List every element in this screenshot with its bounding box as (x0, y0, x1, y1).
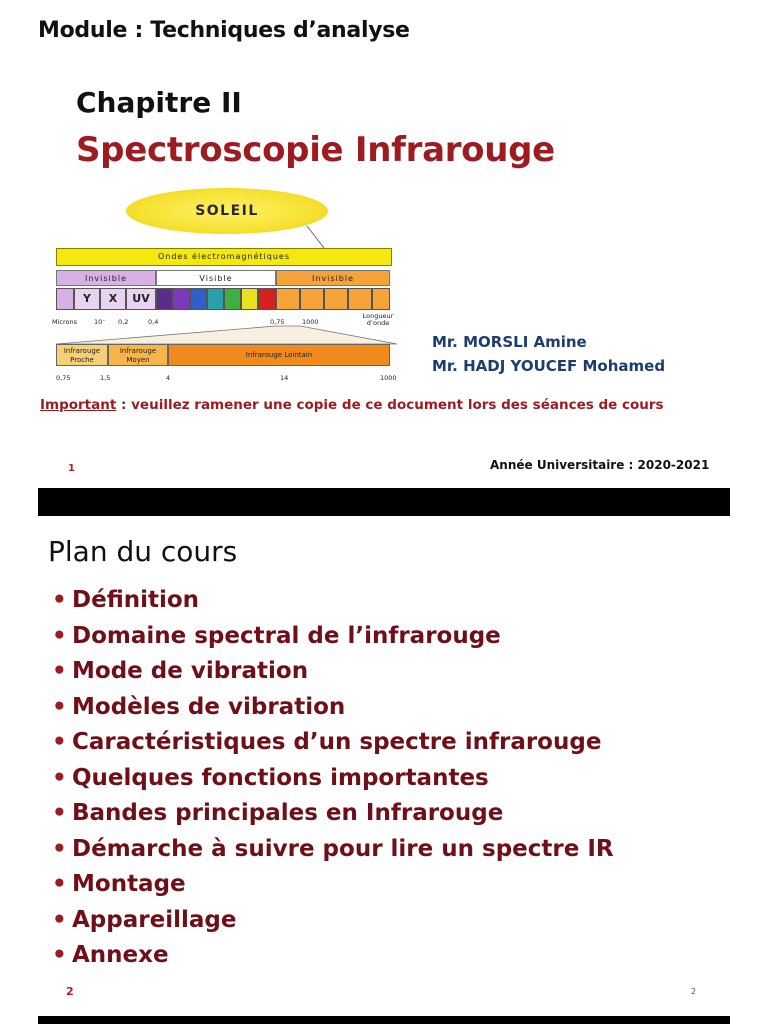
bullet: • (52, 622, 67, 649)
page-number-2: 2 (66, 985, 74, 998)
plan-item-label: Démarche à suivre pour lire un spectre IR (72, 835, 614, 862)
cell-ir-1 (276, 288, 300, 310)
plan-item (52, 654, 614, 690)
module-title: Module : Techniques d’analyse (38, 18, 410, 43)
author-2: Mr. HADJ YOUCEF Mohamed (432, 357, 666, 375)
sub-scale-4: 14 (280, 374, 289, 382)
bullet: • (52, 906, 67, 933)
plan-item-label: Montage (72, 871, 186, 897)
plan-item (52, 832, 614, 868)
plan-item-label: Mode de vibration (72, 658, 309, 684)
bullet: • (52, 800, 67, 826)
plan-item (52, 903, 614, 939)
cell-gamma: Y (74, 288, 100, 310)
bullet: • (52, 658, 67, 684)
cell-ir-5 (372, 288, 390, 310)
plan-item-label: Bandes principales en Infrarouge (72, 800, 504, 826)
cell-ir-4 (348, 288, 372, 310)
sub-scale-2: 1,5 (100, 374, 111, 382)
plan-item-label: Appareillage (72, 906, 237, 933)
slide-divider-bottom (38, 1016, 730, 1024)
plan-list (52, 583, 614, 974)
plan-item-label: Domaine spectral de l’infrarouge (72, 622, 501, 649)
bullet: • (52, 942, 67, 968)
scale-tick-1: 10⁻ (94, 318, 106, 326)
cell-green (224, 288, 241, 310)
plan-item (52, 619, 614, 655)
cell-purple (173, 288, 190, 310)
plan-item-label: Annexe (72, 942, 169, 968)
bullet: • (52, 729, 67, 755)
ir-mid-bar: Infrarouge Moyen (108, 344, 168, 366)
bullet: • (52, 835, 67, 862)
cell-cyan (207, 288, 224, 310)
sun-connector (52, 186, 408, 256)
cell-blank (56, 288, 74, 310)
important-keyword: Important (40, 397, 117, 413)
plan-item-label: Caractéristiques d’un spectre infrarouge (72, 729, 602, 755)
scale-tick-2: 0,2 (118, 318, 129, 326)
sub-scale-1: 0,75 (56, 374, 71, 382)
plan-item (52, 867, 614, 903)
scale-tick-5: 1000 (302, 318, 319, 326)
cell-violet (156, 288, 173, 310)
author-1: Mr. MORSLI Amine (432, 333, 587, 351)
category-visible: Visible (156, 270, 276, 286)
bullet: • (52, 764, 67, 791)
slide-divider (38, 488, 730, 516)
bullet: • (52, 587, 67, 613)
cell-uv: UV (126, 288, 156, 310)
ir-near-bar: Infrarouge Proche (56, 344, 108, 366)
plan-item-label: Quelques fonctions importantes (72, 764, 489, 791)
plan-item (52, 796, 614, 832)
academic-year: Année Universitaire : 2020-2021 (490, 458, 710, 472)
scale-microns: Microns (52, 318, 78, 326)
em-waves-bar: Ondes électromagnétiques (56, 248, 392, 266)
plan-title: Plan du cours (48, 535, 238, 568)
cell-yellow (241, 288, 258, 310)
bullet: • (52, 693, 67, 720)
cell-ir-3 (324, 288, 348, 310)
sub-scale-3: 4 (166, 374, 171, 382)
cell-blue (190, 288, 207, 310)
category-invisible-right: Invisible (276, 270, 390, 286)
plan-item (52, 690, 614, 726)
plan-item (52, 725, 614, 761)
cell-x: X (100, 288, 126, 310)
chapter-label: Chapitre II (76, 86, 242, 119)
page-number-1: 1 (68, 463, 75, 474)
electromagnetic-spectrum-diagram (52, 186, 408, 386)
scale-tick-4: 0,75 (270, 318, 285, 326)
sun-label: SOLEIL (195, 203, 259, 219)
plan-item-label: Modèles de vibration (72, 693, 346, 720)
plan-item (52, 938, 614, 974)
category-invisible-left: Invisible (56, 270, 156, 286)
scale-tick-3: 0,4 (148, 318, 159, 326)
page-number-2-small: 2 (691, 987, 697, 996)
important-notice (40, 397, 664, 413)
cell-red (258, 288, 276, 310)
plan-item-label: Définition (72, 587, 200, 613)
bullet: • (52, 871, 67, 897)
important-text: : veuillez ramener une copie de ce document lors des séances de cours (116, 397, 664, 413)
plan-item (52, 761, 614, 797)
scale-wavelength-label: Longueur d’onde (362, 312, 394, 327)
plan-item (52, 583, 614, 619)
ir-far-bar: Infrarouge Lointain (168, 344, 390, 366)
cell-ir-2 (300, 288, 324, 310)
authors-block (432, 330, 665, 378)
slide-title: Spectroscopie Infrarouge (76, 130, 555, 170)
sub-scale-5: 1000 (380, 374, 397, 382)
